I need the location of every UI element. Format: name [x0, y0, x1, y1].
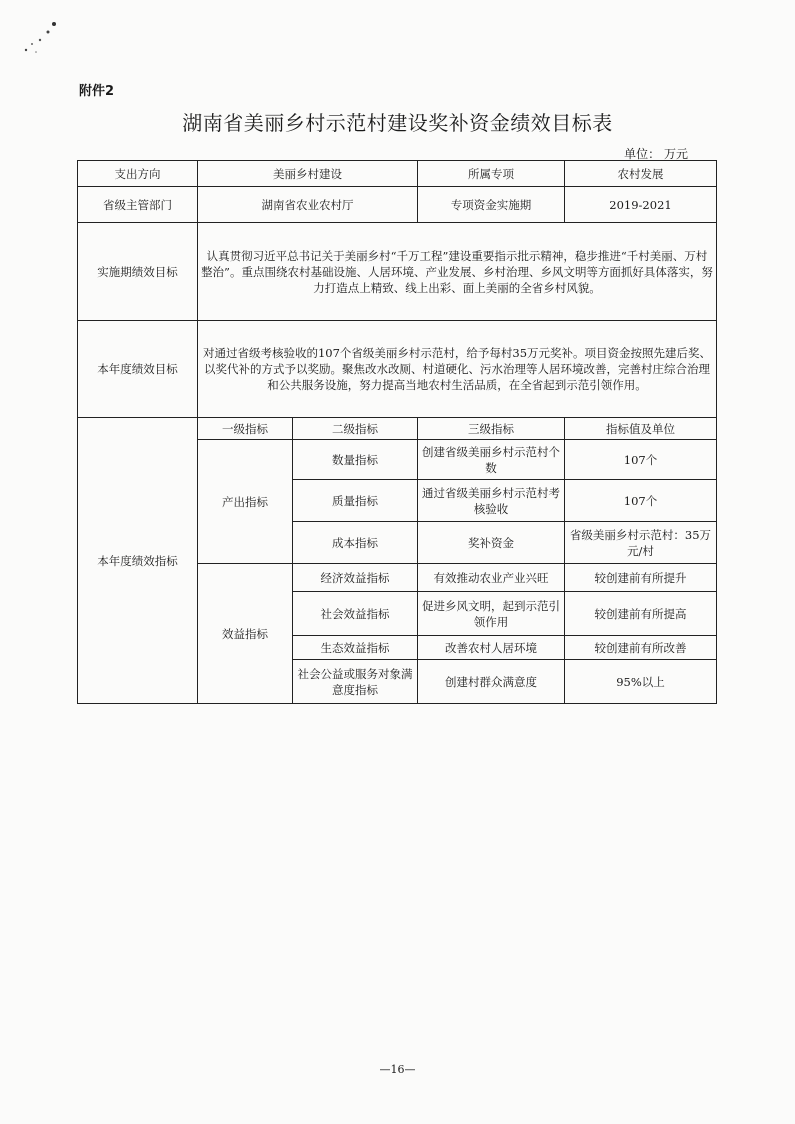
- header-value: 指标值及单位: [565, 418, 717, 440]
- header-level3: 三级指标: [418, 418, 565, 440]
- year-goal-text: 对通过省级考核验收的107个省级美丽乡村示范村，给予每村35万元奖补。项目资金按照先建后奖、以奖代补的方式予以奖励。聚焦改水改厕、村道硬化、污水治理等人居环境改善，完善村庄综合治理和公共服务设施，努力提高当地农村生活品质，在全省起到示范引领作用。: [198, 321, 717, 418]
- special-value: 农村发展: [565, 161, 717, 187]
- special-label: 所属专项: [418, 161, 565, 187]
- attachment-label: 附件2: [79, 84, 115, 99]
- dept-label: 省级主管部门: [78, 187, 198, 223]
- value-cell: 较创建前有所提升: [565, 564, 717, 592]
- level3-cell: 促进乡风文明，起到示范引领作用: [418, 592, 565, 636]
- level2-cell: 生态效益指标: [293, 636, 418, 660]
- level2-cell: 数量指标: [293, 440, 418, 480]
- value-cell: 较创建前有所改善: [565, 636, 717, 660]
- scan-speck-mark: [20, 18, 68, 58]
- level2-cell: 社会公益或服务对象满意度指标: [293, 660, 418, 704]
- performance-target-table: [77, 160, 717, 704]
- period-label: 专项资金实施期: [418, 187, 565, 223]
- benefit-indicator-label: 效益指标: [198, 564, 293, 704]
- level2-cell: 质量指标: [293, 480, 418, 522]
- value-cell: 107个: [565, 480, 717, 522]
- value-cell: 较创建前有所提高: [565, 592, 717, 636]
- level2-cell: 经济效益指标: [293, 564, 418, 592]
- unit-label: 单位： 万元: [624, 147, 688, 161]
- output-indicator-label: 产出指标: [198, 440, 293, 564]
- year-goal-label: 本年度绩效目标: [78, 321, 198, 418]
- table-row: [78, 223, 717, 321]
- table-row: [78, 187, 717, 223]
- table-row: [78, 161, 717, 187]
- impl-goal-text: 认真贯彻习近平总书记关于美丽乡村“千万工程”建设重要指示批示精神，稳步推进“千村美丽、万村整治”。重点围绕农村基础设施、人居环境、产业发展、乡村治理、乡风文明等方面抓好具体落实，努力打造点上精致、线上出彩、面上美丽的全省乡村风貌。: [198, 223, 717, 321]
- indicator-header-row: [78, 418, 717, 440]
- level3-cell: 奖补资金: [418, 522, 565, 564]
- direction-label: 支出方向: [78, 161, 198, 187]
- direction-value: 美丽乡村建设: [198, 161, 418, 187]
- table-row: [78, 321, 717, 418]
- header-level2: 二级指标: [293, 418, 418, 440]
- header-level1: 一级指标: [198, 418, 293, 440]
- period-value: 2019-2021: [565, 187, 717, 223]
- level3-cell: 有效推动农业产业兴旺: [418, 564, 565, 592]
- level3-cell: 改善农村人居环境: [418, 636, 565, 660]
- page-title: 湖南省美丽乡村示范村建设奖补资金绩效目标表: [182, 111, 613, 135]
- level2-cell: 社会效益指标: [293, 592, 418, 636]
- value-cell: 省级美丽乡村示范村：35万元/村: [565, 522, 717, 564]
- indicator-section-label: 本年度绩效指标: [78, 418, 198, 704]
- level2-cell: 成本指标: [293, 522, 418, 564]
- dept-value: 湖南省农业农村厅: [198, 187, 418, 223]
- value-cell: 95%以上: [565, 660, 717, 704]
- level3-cell: 创建村群众满意度: [418, 660, 565, 704]
- impl-goal-label: 实施期绩效目标: [78, 223, 198, 321]
- value-cell: 107个: [565, 440, 717, 480]
- level3-cell: 创建省级美丽乡村示范村个数: [418, 440, 565, 480]
- level3-cell: 通过省级美丽乡村示范村考核验收: [418, 480, 565, 522]
- page-number: —16—: [379, 1063, 416, 1076]
